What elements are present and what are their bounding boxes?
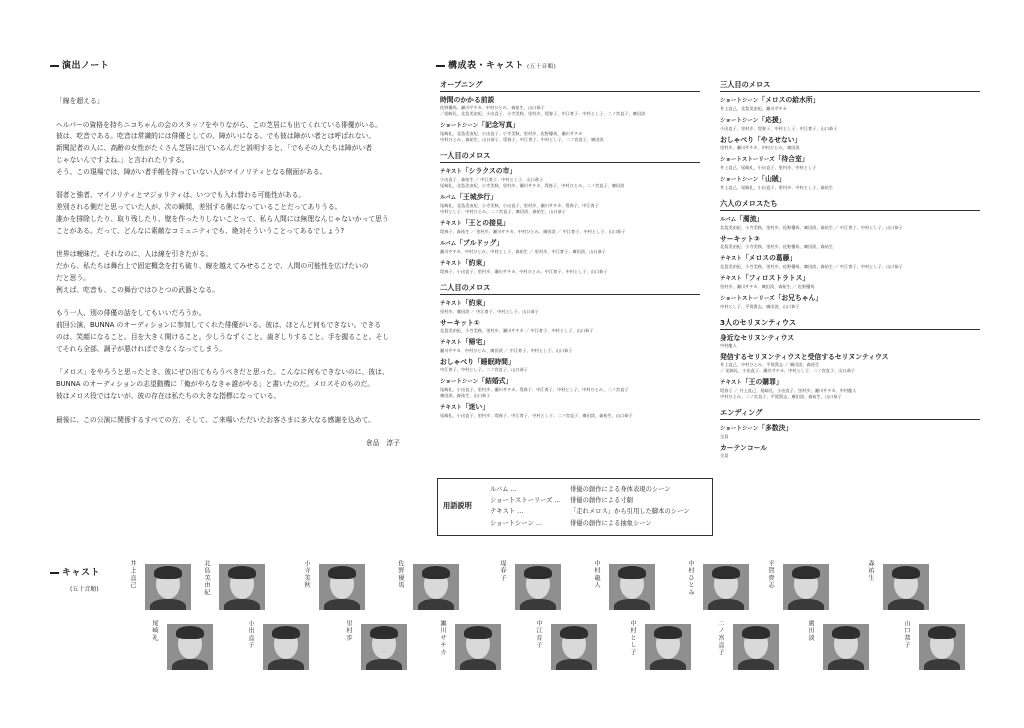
- scene-title: 「濁流」: [736, 215, 764, 223]
- glossary-term: ルバム …: [490, 486, 517, 493]
- cast-photo: [455, 624, 501, 670]
- photo-body: [788, 599, 824, 610]
- cast-name: 瀬川サチカ: [439, 620, 446, 656]
- photo-body: [418, 599, 454, 610]
- scene-title: 「結婚式」: [478, 377, 513, 385]
- note-paragraph: 弱者と強者、マイノリティとマジョリティは、いつでも入れ替わる可能性がある。 差別される側だと思っていた人が、次の瞬間、差別する側になっていることだってありうる。 誰かを排除したり、取り残したり、壁を作ったりしないことって、私ら人間には無理なんじゃないかって思う ことがある。だって、どんなに素敵なコミュニティでも、絶対そういうことってあるでしょう?: [56, 191, 389, 235]
- scene-kind: テキスト: [720, 380, 742, 386]
- scene-title: おしゃべり「睡眠時間」: [440, 358, 515, 366]
- scene-kind: テキスト: [720, 256, 742, 262]
- photo-hair: [154, 566, 182, 579]
- scene-title: 「お兄ちゃん」: [774, 294, 823, 302]
- cast-name: 中江育子: [535, 620, 542, 649]
- scene-kind: テキスト: [440, 221, 462, 227]
- scene-cast: 堤春子 ／ 井上直己、尾崎礼、小出直子、里村歩、瀬川サチカ、中村龍人 中村ひとみ、二ノ宮直子、平賀貴志、廣田淡、森祐生、山口恭子: [720, 388, 857, 399]
- cast-photo: [219, 564, 265, 610]
- photo-hair: [560, 626, 588, 639]
- cast-member: [390, 558, 484, 620]
- cast-member: [586, 558, 680, 620]
- photo-body: [924, 659, 960, 670]
- scene-cast: 北島美由紀、小寺美秋、里村歩、佐野優馬、廣田淡、森祐生 ／ 中江育子、中村とし子、山口恭子: [720, 225, 903, 230]
- scene-title: 「ブルドッグ」: [456, 239, 504, 247]
- scene-item: [440, 120, 700, 143]
- glossary-title: 用語説明: [443, 501, 472, 510]
- cast-name: 山口恭子: [903, 620, 910, 649]
- photo-body: [324, 599, 360, 610]
- photo-hair: [618, 566, 646, 579]
- glossary-definition: 「走れメロス」から引用した脚本のシーン: [570, 508, 690, 516]
- cast-name: 二ノ宮直子: [717, 620, 724, 656]
- scene-cast: 井上直己、尾崎礼、小出直子、里村歩、中村とし子、森祐生: [720, 185, 834, 190]
- note-paragraph: 最後に、この公演に関係するすべての方、そして、ご来場いただいたお客さまに多大なる感謝を込めて。: [56, 415, 376, 424]
- photo-hair: [892, 566, 920, 579]
- scene-kind: テキスト: [440, 301, 462, 307]
- scene-title: 「山賊」: [758, 175, 786, 183]
- glossary-definition: 俳優の創作による寸劇: [570, 497, 633, 505]
- cast-name: 尾崎礼: [151, 620, 158, 642]
- scene-cast: 里村歩、瀬川サチカ、中村ひとみ、廣田淡: [720, 145, 800, 150]
- scene-item: [720, 253, 980, 270]
- scene-cast: 井上直己、北島美由紀、瀬川サチカ: [720, 106, 787, 111]
- note-paragraph: 世界は曖昧だ。それなのに、人は線を引きたがる。 だから、私たちは舞台上で固定概念を打ち破り、線を越えてみせることで、人間の可能性を広げたいの だと思う。 例えば、吃音も、この舞台ではひとつの武器となる。: [56, 250, 369, 294]
- photo-body: [614, 599, 650, 610]
- heading-bar: [50, 65, 59, 67]
- scene-title-line: [440, 120, 700, 131]
- cast-photo: [733, 624, 779, 670]
- section-title: オープニング: [440, 80, 700, 92]
- scene-title: 「応援」: [758, 116, 786, 124]
- scene-kind: ショートシーン: [720, 98, 759, 104]
- section-title: エンディング: [720, 408, 980, 420]
- cast-member: [296, 558, 390, 620]
- program-section: [720, 80, 980, 191]
- scene-title-line: [440, 166, 700, 177]
- section-title: 三人目のメロス: [720, 80, 980, 92]
- scene-title: 「帰宅」: [461, 338, 490, 346]
- scene-title-line: [440, 376, 700, 387]
- scene-cast: 中村とし子、平賀貴志、廣田淡、山口恭子: [720, 304, 800, 309]
- scene-kind: ショートストーリーズ: [720, 296, 775, 302]
- photo-hair: [370, 626, 398, 639]
- cast-member: [622, 618, 716, 680]
- glossary-row: [490, 518, 690, 529]
- cast-photo: [361, 624, 407, 670]
- program-section: [720, 408, 980, 459]
- scene-title: 「王城歩行」: [456, 193, 497, 201]
- scene-title: サーキット②: [720, 235, 760, 243]
- scene-kind: ショートシーン: [720, 426, 759, 432]
- scene-item: [440, 357, 700, 373]
- photo-body: [366, 659, 402, 670]
- scene-title: 「多数決」: [758, 424, 793, 432]
- cast-name: 小出直子: [247, 620, 254, 649]
- cast-photo: [319, 564, 365, 610]
- photo-hair: [832, 626, 860, 639]
- glossary-row: [490, 506, 690, 517]
- cast-photo: [413, 564, 459, 610]
- cast-name: 里村歩: [345, 620, 352, 642]
- cast-member: [240, 618, 334, 680]
- scene-title-line: [440, 357, 700, 367]
- scene-item: [440, 192, 700, 215]
- scene-kind: テキスト: [440, 261, 462, 267]
- scene-title-line: [720, 352, 980, 362]
- note-paragraph: ヘルパーの資格を持ちニコちゃんの会のスタッフをやりながら、この芝居にも出てくれている俳優がいる。 彼は、吃音である。吃音は常識的には俳優としての、障がいになる。でも彼は障がい者とは呼ばれない。 新聞記者の人に、高齢の女性がたくさん芝居に出ているんだと説明すると、「でもその人たちは障がい者 じゃないんですよね。」と言われたりする。 そう、この現場では、障がい者手帳を持っていない人がマイノリティとなる側面がある。: [56, 120, 382, 176]
- heading-bar: [50, 572, 59, 574]
- program-column-right: [720, 80, 980, 467]
- photo-hair: [742, 626, 770, 639]
- cast-name: 堤春子: [499, 560, 506, 582]
- scene-cast: 北島美由紀、小寺美秋、里村歩、瀬川サチカ ／ 中江育子、中村とし子、山口恭子: [440, 328, 594, 333]
- scene-title: 「王との接見」: [461, 219, 510, 227]
- photo-body: [520, 599, 556, 610]
- scene-item: [720, 333, 980, 349]
- section-title: 二人目のメロス: [440, 283, 700, 295]
- cast-photo: [783, 564, 829, 610]
- program-section: [440, 283, 700, 419]
- cast-member: [860, 558, 954, 620]
- scene-item: [440, 402, 700, 419]
- scene-kind: ルバム: [440, 195, 457, 201]
- scene-item: [720, 423, 980, 440]
- scene-title-line: [720, 423, 980, 434]
- note-paragraph: もう一人、別の俳優の話をしてもいいだろうか。 前回公演、BUNNA のオーディションに参加してくれた俳優がいる。彼は、ほとんど何もできない。できる のは、笑顔になること。目を大きく開けること。少しうなずくこと。歯ぎしりすること。手を握ること。そし てそれら全部、調子が悪ければできなくなってしまう。: [56, 309, 390, 353]
- cast-photo: [823, 624, 869, 670]
- cast-name: 森祐生: [867, 560, 874, 582]
- scene-item: [440, 337, 700, 354]
- scene-item: [440, 166, 700, 189]
- cast-member: [800, 618, 894, 680]
- scene-cast: 堤春子、小出直子、里村歩、瀬川サチカ、中村ひとみ、中江育子、中村とし子、山口恭子: [440, 269, 608, 274]
- scene-title: 「約束」: [461, 299, 490, 307]
- scene-item: [440, 376, 700, 399]
- cast-photo: [645, 624, 691, 670]
- photo-body: [888, 599, 924, 610]
- note-paragraph: 「線を超える」: [56, 97, 104, 105]
- scene-kind: ルバム: [720, 217, 737, 223]
- cast-photo: [609, 564, 655, 610]
- cast-member: [432, 618, 526, 680]
- scene-title-line: [720, 253, 980, 264]
- note-signature: 倉品 淳子: [366, 439, 400, 448]
- scene-item: [720, 273, 980, 290]
- scene-cast: 瀬川サチカ、中村ひとみ、廣田淡 ／ 中江育子、中村とし子、山口恭子: [440, 348, 573, 353]
- glossary-definition: 俳優の創作による抽象シーン: [570, 519, 652, 527]
- scene-kind: ショートシーン: [440, 379, 479, 385]
- photo-hair: [464, 626, 492, 639]
- glossary-definition: 俳優の創作による身体表現のシーン: [570, 486, 671, 493]
- glossary-term: ショートシーン …: [490, 519, 543, 527]
- scene-title: 時間のかかる前説: [440, 96, 495, 104]
- program-column-left: [440, 80, 700, 427]
- scene-title: 「迷い」: [461, 403, 490, 411]
- scene-kind: テキスト: [440, 169, 462, 175]
- scene-title-line: [720, 214, 980, 225]
- cast-name: 廣田淡: [807, 620, 814, 642]
- section-title: 一人目のメロス: [440, 151, 700, 163]
- scene-cast: 小出直子、里村歩、堤春子、中村とし子、中江育子、山口恭子: [720, 126, 838, 131]
- scene-title-line: [720, 234, 980, 244]
- photo-body: [460, 659, 496, 670]
- photo-hair: [272, 626, 300, 639]
- program-section: [440, 151, 700, 275]
- scene-title-line: [440, 218, 700, 229]
- scene-item: [440, 258, 700, 275]
- scene-cast: 井上直己、中村ひとみ、平賀貴志 ／ 廣田淡、森祐生 ／ 尾崎礼、小出直子、瀬川サチカ、中村とし子、二ノ宮直子、山口恭子: [720, 362, 856, 373]
- note-paragraph: 「メロス」をやろうと思ったとき、彼にぜひ出てもらうべきだと思った。こんなに何もできないのに、彼は、 BUNNA のオーディションの志望動機に「俺がやらなきゃ誰がやる」と書いたのだ。メロスそのものだ。 彼はメロス役ではないが、彼の存在は私たちの大きな指標になっている。: [56, 368, 389, 400]
- cast-member: [492, 558, 586, 620]
- scene-title-line: [440, 192, 700, 203]
- scene-title-line: [440, 258, 700, 269]
- scene-title: 「フィロストラトス」: [741, 274, 810, 282]
- scene-title: 「シラクスの市」: [461, 167, 517, 175]
- photo-body: [150, 599, 186, 610]
- photo-hair: [228, 566, 256, 579]
- program-section: [720, 199, 980, 310]
- scene-cast: 堤春子、森祐生 ／ 里村歩、瀬川サチカ、中村ひとみ、廣田淡 ／ 中江育子、中村とし子、山口恭子: [440, 229, 626, 234]
- scene-cast: 尾崎礼、小出直子、里村歩、瀬川サチカ、堤春子、中江育子、中村とし子、中村ひとみ、二ノ宮直子 廣田淡、森祐生、山口恭子: [440, 387, 629, 398]
- scene-item: [720, 154, 980, 171]
- cast-name: 北島美由紀: [203, 560, 210, 596]
- scene-item: [720, 352, 980, 374]
- scene-title: カーテンコール: [720, 444, 768, 452]
- cast-name: 小寺美秋: [303, 560, 310, 589]
- director-note: [56, 96, 402, 450]
- scene-title-line: [440, 298, 700, 309]
- cast-photo: [703, 564, 749, 610]
- scene-title: 「待合室」: [774, 155, 809, 163]
- scene-item: [720, 377, 980, 400]
- scene-kind: テキスト: [720, 276, 742, 282]
- cast-photo: [515, 564, 561, 610]
- scene-item: [720, 234, 980, 250]
- cast-name: 中村とし子: [629, 620, 636, 656]
- cast-photo: [263, 624, 309, 670]
- scene-item: [720, 135, 980, 151]
- scene-title: 「記念写真」: [478, 121, 520, 129]
- scene-cast: 中村龍人: [720, 343, 737, 348]
- cast-sub: (五十音順): [70, 586, 99, 593]
- scene-cast: 尾崎礼、小出直子、里村歩、堤春子、中江育子、中村とし子、二ノ宮直子、廣田淡、森祐生、山口恭子: [440, 413, 633, 418]
- cast-photo: [167, 624, 213, 670]
- program-section: [440, 80, 700, 143]
- scene-kind: ショートシーン: [720, 118, 759, 124]
- scene-item: [440, 318, 700, 334]
- scene-cast: 井上直己、尾崎礼、小出直子、里村歩、中村とし子: [720, 165, 817, 170]
- scene-title-line: [440, 402, 700, 413]
- photo-hair: [328, 566, 356, 579]
- cast-heading: キャスト: [50, 565, 100, 578]
- glossary-term: テキスト …: [490, 508, 524, 516]
- scene-cast: 尾崎礼、北島美由紀、小出直子、小寺美秋、里村歩、佐野優馬、瀬川サチカ 中村ひとみ、森祐生、山口恭子、堤春子、中江育子、中村とし子、二ノ宮直子、廣田淡: [440, 131, 604, 142]
- scene-title-line: [720, 333, 980, 343]
- scene-item: [720, 214, 980, 231]
- scene-title-line: [440, 95, 700, 105]
- scene-kind: ショートシーン: [440, 123, 479, 129]
- glossary-rows: [490, 484, 690, 529]
- cast-member: [760, 558, 854, 620]
- scene-title: 「王の購罪」: [741, 378, 783, 386]
- scene-cast: 里村歩、瀬川サチカ、廣田淡、森祐生 ／ 佐野優馬: [720, 284, 815, 289]
- scene-cast: 北島美由紀、小寺美秋、里村歩、佐野優馬、廣田淡、森祐生: [720, 244, 834, 249]
- photo-body: [172, 659, 208, 670]
- cast-photo: [551, 624, 597, 670]
- scene-kind: テキスト: [440, 340, 462, 346]
- section-title: 六人のメロスたち: [720, 199, 980, 211]
- photo-body: [738, 659, 774, 670]
- scene-title: サーキット①: [440, 319, 480, 327]
- scene-cast: 中江育子、中村とし子、二ノ宮直子、山口恭子: [440, 367, 528, 372]
- cast-member: [710, 618, 804, 680]
- photo-hair: [792, 566, 820, 579]
- cast-member: [896, 618, 990, 680]
- cast-name: 井上直己: [129, 560, 136, 589]
- scene-title: 身近なセリヌンティウス: [720, 334, 795, 342]
- scene-cast: 里村歩、廣田淡 ／ 中江育子、中村とし子、山口恭子: [440, 309, 539, 314]
- scene-item: [440, 298, 700, 315]
- scene-title-line: [720, 95, 980, 106]
- photo-hair: [422, 566, 450, 579]
- photo-body: [556, 659, 592, 670]
- scene-title: 発信するセリヌンティウスと受信するセリヌンティウス: [720, 353, 889, 361]
- scene-item: [720, 174, 980, 191]
- cast-member: [144, 618, 238, 680]
- scene-title-line: [720, 115, 980, 126]
- scene-title-line: [720, 273, 980, 284]
- cast-member: [196, 558, 290, 620]
- cast-name: 中村ひとみ: [687, 560, 694, 596]
- scene-cast: 全員: [720, 434, 729, 439]
- scene-title-line: [720, 377, 980, 388]
- cast-photo: [145, 564, 191, 610]
- scene-kind: ショートストーリーズ: [720, 157, 775, 163]
- scene-title: 「メロスの給水所」: [758, 96, 820, 104]
- scene-title: 「約束」: [461, 259, 490, 267]
- scene-item: [440, 218, 700, 235]
- scene-title-line: [720, 293, 980, 304]
- photo-body: [650, 659, 686, 670]
- section-title: 3人のセリヌンティウス: [720, 318, 980, 330]
- scene-item: [720, 293, 980, 310]
- glossary-row: [490, 484, 690, 495]
- scene-kind: テキスト: [440, 405, 462, 411]
- scene-kind: ショートシーン: [720, 177, 759, 183]
- heading-bar: [436, 65, 445, 67]
- program-section: [720, 318, 980, 400]
- scene-title: おしゃべり「やるせない」: [720, 136, 802, 144]
- scene-title-line: [720, 174, 980, 185]
- scene-cast: 佐野優馬、瀬川サチカ、中村ひとみ、森祐生、山口恭子 ／尾崎礼、北島美由紀、小出直子、小寺美秋、里村歩、堤春子、中江育子、中村とし子、二ノ宮直子、廣田淡: [440, 105, 646, 116]
- cast-name: 佐野優馬: [397, 560, 404, 589]
- scene-cast: 尾崎礼、北島美由紀、小寺美秋、小出直子、里村歩、瀬川サチカ、堤春子、中江育子 中村とし子、中村ひとみ、二ノ宮直子、廣田淡、森祐生、山口恭子: [440, 203, 599, 214]
- scene-title-line: [440, 337, 700, 348]
- scene-title-line: [440, 318, 700, 328]
- photo-hair: [524, 566, 552, 579]
- cast-photo: [883, 564, 929, 610]
- glossary-box: [437, 478, 713, 536]
- scene-item: [720, 115, 980, 132]
- scene-item: [720, 443, 980, 459]
- photo-hair: [712, 566, 740, 579]
- photo-body: [708, 599, 744, 610]
- cast-name: 平賀貴志: [767, 560, 774, 589]
- scene-kind: ルバム: [440, 241, 457, 247]
- scene-item: [440, 95, 700, 117]
- scene-title-line: [720, 154, 980, 165]
- scene-title: 「メロスの葛藤」: [741, 254, 797, 262]
- photo-body: [828, 659, 864, 670]
- scene-cast: 北島美由紀、小寺美秋、里村歩、佐野優馬、廣田淡、森祐生 ／ 中江育子、中村とし子、山口恭子: [720, 264, 903, 269]
- photo-hair: [176, 626, 204, 639]
- program-heading: 構成表・キャスト (五十音順): [436, 58, 556, 71]
- photo-hair: [654, 626, 682, 639]
- scene-item: [440, 238, 700, 255]
- cast-name: 中村龍人: [593, 560, 600, 589]
- scene-cast: 全員: [720, 453, 729, 458]
- scene-cast: 小出直子、森祐生 ／ 中江育子、中村とし子、山口恭子 尾崎礼、北島美由紀、小寺美秋、里村歩、瀬川サチカ、堤春子、中村ひとみ、二ノ宮直子、廣田淡: [440, 177, 625, 188]
- scene-title-line: [720, 135, 980, 145]
- photo-body: [224, 599, 260, 610]
- cast-photo: [919, 624, 965, 670]
- cast-member: [528, 618, 622, 680]
- note-heading: 演出ノート: [50, 58, 109, 71]
- photo-hair: [928, 626, 956, 639]
- glossary-row: [490, 495, 690, 506]
- cast-member: [338, 618, 432, 680]
- glossary-term: ショートストーリーズ …: [490, 497, 561, 505]
- scene-cast: 瀬川サチカ、中村ひとみ、中村とし子、森祐生 ／ 里村歩、中江育子、廣田淡、山口恭子: [440, 249, 606, 254]
- scene-title-line: [440, 238, 700, 249]
- scene-item: [720, 95, 980, 112]
- scene-title-line: [720, 443, 980, 453]
- photo-body: [268, 659, 304, 670]
